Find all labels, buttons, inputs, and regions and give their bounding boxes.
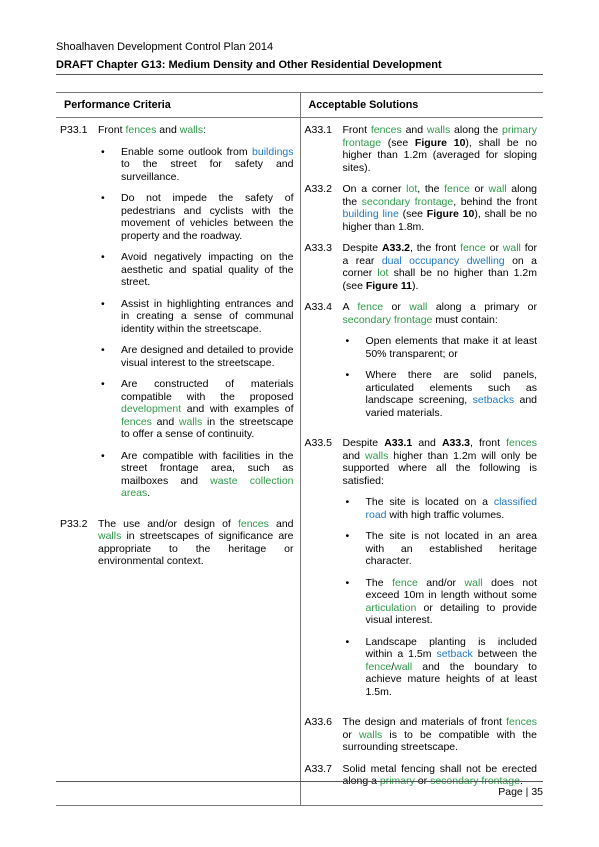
text-run: (see bbox=[381, 136, 415, 149]
defined-term-link: fence bbox=[392, 576, 418, 589]
text-run: or bbox=[383, 301, 410, 313]
document-header bbox=[56, 40, 544, 72]
clause-text bbox=[343, 716, 538, 754]
text-run: . bbox=[147, 487, 151, 499]
clause-paragraph bbox=[343, 763, 538, 788]
text-run: and bbox=[268, 517, 294, 530]
defined-term-link: waste collection areas bbox=[121, 474, 294, 499]
text-run: on a corner bbox=[342, 254, 537, 279]
performance-criteria-header: Performance Criteria bbox=[56, 93, 300, 118]
defined-term-link: wall bbox=[488, 183, 507, 195]
bullet-item bbox=[343, 636, 538, 699]
clause-text bbox=[98, 124, 294, 509]
text-run: and the boundary to achieve mature heights of at least 1.5m. bbox=[365, 660, 537, 698]
bullet-text bbox=[121, 378, 294, 441]
clause-number: A33.7 bbox=[304, 762, 332, 775]
acceptable-solution bbox=[305, 242, 538, 292]
criteria-table bbox=[56, 92, 543, 806]
text-run: and bbox=[151, 415, 179, 428]
text-run: The design and materials of front bbox=[342, 716, 507, 728]
text-run: . bbox=[519, 775, 523, 787]
text-run: : bbox=[203, 124, 206, 136]
bullet-icon: • bbox=[101, 192, 105, 204]
text-run: is to be compatible with the surrounding streetscape. bbox=[342, 728, 537, 753]
plan-title: Shoalhaven Development Control Plan 2014 bbox=[56, 41, 274, 53]
bullet-text bbox=[121, 146, 294, 184]
clause-number: A33.4 bbox=[304, 301, 332, 313]
page-number: Page | 35 bbox=[498, 786, 543, 798]
clause-text bbox=[343, 242, 538, 292]
clause-paragraph bbox=[98, 518, 294, 568]
defined-term-link: primary bbox=[379, 775, 415, 787]
clause-text bbox=[343, 437, 538, 707]
text-run: On a corner bbox=[342, 183, 407, 195]
acceptable-solution bbox=[305, 183, 538, 233]
chapter-title: DRAFT Chapter G13: Medium Density and Other Residential Development bbox=[56, 59, 442, 71]
defined-term-link: fence bbox=[444, 183, 470, 195]
text-run: Front bbox=[342, 124, 371, 136]
text-run: and with examples of bbox=[181, 403, 294, 415]
bullet-text bbox=[366, 530, 538, 568]
bullet-icon: • bbox=[101, 344, 105, 356]
text-run: Are constructed of materials compatible with the proposed bbox=[121, 378, 294, 403]
bullet-icon: • bbox=[345, 335, 350, 347]
defined-term-link: wall bbox=[409, 301, 428, 313]
defined-term-link: walls bbox=[426, 124, 451, 136]
clause-number: A33.3 bbox=[304, 242, 332, 254]
defined-term-link: building line bbox=[342, 208, 399, 220]
text-run: in streetscapes of significance are appropriate to the heritage or environmental context. bbox=[98, 530, 294, 567]
text-run: must contain: bbox=[432, 313, 498, 326]
clause-number: A33.6 bbox=[304, 716, 332, 728]
defined-term-link: wall bbox=[394, 660, 413, 673]
defined-term-link: buildings bbox=[252, 145, 294, 158]
bullet-item bbox=[98, 146, 294, 184]
clause-text bbox=[343, 763, 538, 788]
defined-term-link: fences bbox=[237, 517, 269, 530]
text-run: Despite bbox=[342, 437, 385, 449]
text-run: , the front bbox=[409, 242, 461, 254]
text-run: along the bbox=[450, 124, 502, 136]
text-run: higher than 1.2m will only be supported where all the following is satisfied: bbox=[342, 449, 537, 487]
clause-text bbox=[343, 183, 538, 233]
bullet-text bbox=[366, 577, 538, 627]
clause-reference: A33.3 bbox=[441, 437, 470, 449]
bullet-text bbox=[366, 369, 538, 419]
clause-paragraph bbox=[343, 242, 538, 292]
defined-term-link: articulation bbox=[365, 601, 417, 614]
defined-term-link: fence bbox=[357, 301, 384, 313]
bullet-icon: • bbox=[101, 145, 105, 158]
clause-reference: Figure 10 bbox=[426, 208, 475, 220]
clause-number: A33.5 bbox=[304, 437, 332, 449]
text-run: Front bbox=[98, 124, 126, 136]
text-run: and bbox=[342, 449, 366, 462]
text-run: Avoid negatively impacting on the aesthetic and spatial quality of the street. bbox=[121, 251, 294, 288]
defined-term-link: primary frontage bbox=[342, 124, 537, 149]
performance-criteria-column bbox=[56, 118, 300, 806]
defined-term-link: secondary frontage bbox=[430, 775, 520, 787]
bullet-icon: • bbox=[101, 251, 105, 263]
text-run: , the bbox=[417, 183, 445, 195]
clause-paragraph bbox=[343, 716, 538, 754]
text-run: The use and/or design of bbox=[98, 517, 238, 530]
defined-term-link: fences bbox=[121, 415, 152, 428]
defined-term-link: wall bbox=[502, 242, 521, 254]
bullet-item bbox=[98, 450, 294, 500]
defined-term-link: fences bbox=[506, 437, 538, 449]
acceptable-solutions-header: Acceptable Solutions bbox=[300, 93, 543, 118]
defined-term-link: dual occupancy dwelling bbox=[381, 254, 505, 267]
text-run: , front bbox=[469, 437, 507, 449]
bullet-text bbox=[366, 496, 538, 521]
header-divider bbox=[56, 74, 543, 75]
defined-term-link: walls bbox=[98, 530, 122, 542]
bullet-icon: • bbox=[345, 369, 350, 381]
acceptable-solutions-column bbox=[300, 118, 543, 806]
bullet-item bbox=[98, 378, 294, 441]
clause-number: A33.2 bbox=[304, 183, 332, 195]
defined-term-link: walls bbox=[358, 728, 383, 741]
bullet-item bbox=[343, 369, 538, 419]
defined-term-link: lot bbox=[377, 267, 389, 279]
text-run: and/or bbox=[417, 576, 465, 589]
text-run: to the street for safety and surveillance. bbox=[121, 158, 294, 183]
text-run: or bbox=[469, 183, 489, 195]
defined-term-link: walls bbox=[178, 415, 203, 428]
acceptable-solution bbox=[305, 437, 538, 707]
defined-term-link: fences bbox=[370, 124, 402, 136]
bullet-list bbox=[343, 335, 538, 419]
text-run: Are compatible with facilities in the street frontage area, such as mailboxes and bbox=[121, 449, 294, 487]
bullet-text bbox=[121, 344, 294, 369]
text-run: , behind the front bbox=[453, 195, 537, 208]
text-run: (see bbox=[398, 208, 427, 220]
clause-text bbox=[98, 518, 294, 568]
bullet-icon: • bbox=[345, 635, 350, 648]
text-run: Landscape planting is included within a 1.5m bbox=[365, 635, 537, 660]
bullet-item bbox=[343, 577, 538, 627]
text-run: and bbox=[156, 124, 180, 136]
text-run: Do not impede the safety of pedestrians and cyclists with the movement of vehicles between the property and the roadway. bbox=[121, 192, 294, 242]
bullet-item bbox=[343, 530, 538, 568]
text-run: and bbox=[401, 124, 427, 136]
defined-term-link: fence bbox=[365, 660, 392, 673]
bullet-item bbox=[98, 192, 294, 242]
clause-number: P33.2 bbox=[60, 517, 88, 530]
text-run: Are designed and detailed to provide visual interest to the streetscape. bbox=[121, 344, 294, 369]
acceptable-solution bbox=[305, 763, 538, 788]
bullet-icon: • bbox=[345, 496, 350, 508]
clause-reference: A33.2 bbox=[381, 242, 410, 254]
text-run: ), shall be no higher than 1.8m. bbox=[342, 208, 537, 233]
text-run: along the bbox=[342, 183, 537, 208]
text-run: shall be no higher than 1.2m (see bbox=[342, 267, 537, 292]
acceptable-solution bbox=[305, 716, 538, 754]
text-run: Assist in highlighting entrances and in creating a sense of communal identity within the streetscape. bbox=[121, 297, 294, 335]
clause-number: P33.1 bbox=[60, 124, 88, 136]
defined-term-link: classified road bbox=[365, 496, 537, 521]
defined-term-link: fences bbox=[506, 716, 537, 728]
bullet-text bbox=[121, 450, 294, 500]
bullet-icon: • bbox=[101, 449, 105, 462]
defined-term-link: lot bbox=[406, 183, 418, 195]
text-run: Solid metal fencing shall not be erected along a bbox=[342, 762, 537, 787]
clause-number: A33.1 bbox=[304, 124, 332, 136]
bullet-icon: • bbox=[345, 576, 350, 589]
defined-term-link: setback bbox=[436, 648, 473, 660]
bullet-list bbox=[343, 496, 538, 698]
bullet-item bbox=[343, 335, 538, 360]
bullet-list bbox=[98, 146, 294, 500]
bullet-item bbox=[98, 298, 294, 336]
performance-criterion bbox=[60, 518, 294, 568]
text-run: or bbox=[342, 728, 359, 741]
text-run: along a primary or bbox=[427, 301, 538, 313]
bullet-text bbox=[366, 335, 538, 360]
bullet-text bbox=[121, 251, 294, 289]
bullet-text bbox=[366, 636, 538, 699]
bullet-item bbox=[343, 496, 538, 521]
defined-term-link: secondary frontage bbox=[342, 313, 433, 326]
acceptable-solution bbox=[305, 124, 538, 174]
bullet-icon: • bbox=[101, 297, 105, 310]
text-run: between the bbox=[472, 648, 537, 660]
clause-paragraph bbox=[343, 183, 538, 233]
defined-term-link: setbacks bbox=[472, 394, 515, 406]
text-run: or bbox=[485, 242, 503, 254]
clause-paragraph bbox=[98, 124, 294, 137]
text-run: The site is not located in an area with an established heritage character. bbox=[365, 530, 537, 567]
defined-term-link: fences bbox=[125, 124, 157, 136]
text-run: ), shall be no higher than 1.2m (averaged for sloping sites). bbox=[342, 136, 537, 174]
clause-paragraph bbox=[343, 124, 538, 174]
bullet-text bbox=[121, 298, 294, 336]
bullet-item bbox=[98, 251, 294, 289]
defined-term-link: walls bbox=[179, 124, 204, 136]
clause-reference: Figure 10 bbox=[414, 136, 466, 149]
text-run: or detailing to provide visual interest. bbox=[365, 601, 537, 626]
text-run: The site is located on a bbox=[365, 496, 494, 508]
clause-text bbox=[343, 301, 538, 428]
defined-term-link: walls bbox=[365, 449, 389, 462]
text-run: / bbox=[391, 660, 395, 673]
defined-term-link: secondary frontage bbox=[361, 195, 454, 208]
text-run: and bbox=[412, 437, 442, 449]
bullet-text bbox=[121, 192, 294, 242]
text-run: and varied materials. bbox=[365, 394, 538, 419]
bullet-icon: • bbox=[345, 530, 350, 542]
defined-term-link: fence bbox=[460, 242, 486, 254]
text-run: with high traffic volumes. bbox=[386, 508, 505, 521]
footer-divider bbox=[56, 781, 543, 782]
defined-term-link: wall bbox=[464, 576, 483, 589]
text-run: does not exceed 10m in length without some bbox=[365, 576, 537, 601]
clause-text bbox=[343, 124, 538, 174]
bullet-icon: • bbox=[101, 378, 105, 390]
text-run: or bbox=[414, 775, 431, 787]
performance-criterion bbox=[60, 124, 294, 509]
defined-term-link: development bbox=[121, 403, 182, 415]
clause-paragraph bbox=[343, 437, 538, 487]
text-run: ). bbox=[411, 279, 419, 292]
text-run: Where there are solid panels, articulated elements such as landscape screening, bbox=[365, 369, 537, 406]
text-run: Despite bbox=[342, 242, 382, 254]
text-run: Open elements that make it at least 50% transparent; or bbox=[365, 335, 537, 360]
text-run: in the streetscape to offer a sense of continuity. bbox=[121, 415, 294, 440]
acceptable-solution bbox=[305, 301, 538, 428]
text-run: for a rear bbox=[342, 242, 537, 267]
clause-paragraph bbox=[343, 301, 538, 326]
text-run: Enable some outlook from bbox=[121, 145, 253, 158]
clause-reference: Figure 11 bbox=[365, 279, 412, 292]
clause-reference: A33.1 bbox=[384, 437, 413, 449]
bullet-item bbox=[98, 344, 294, 369]
text-run: A bbox=[342, 301, 358, 313]
text-run: The bbox=[365, 576, 393, 589]
